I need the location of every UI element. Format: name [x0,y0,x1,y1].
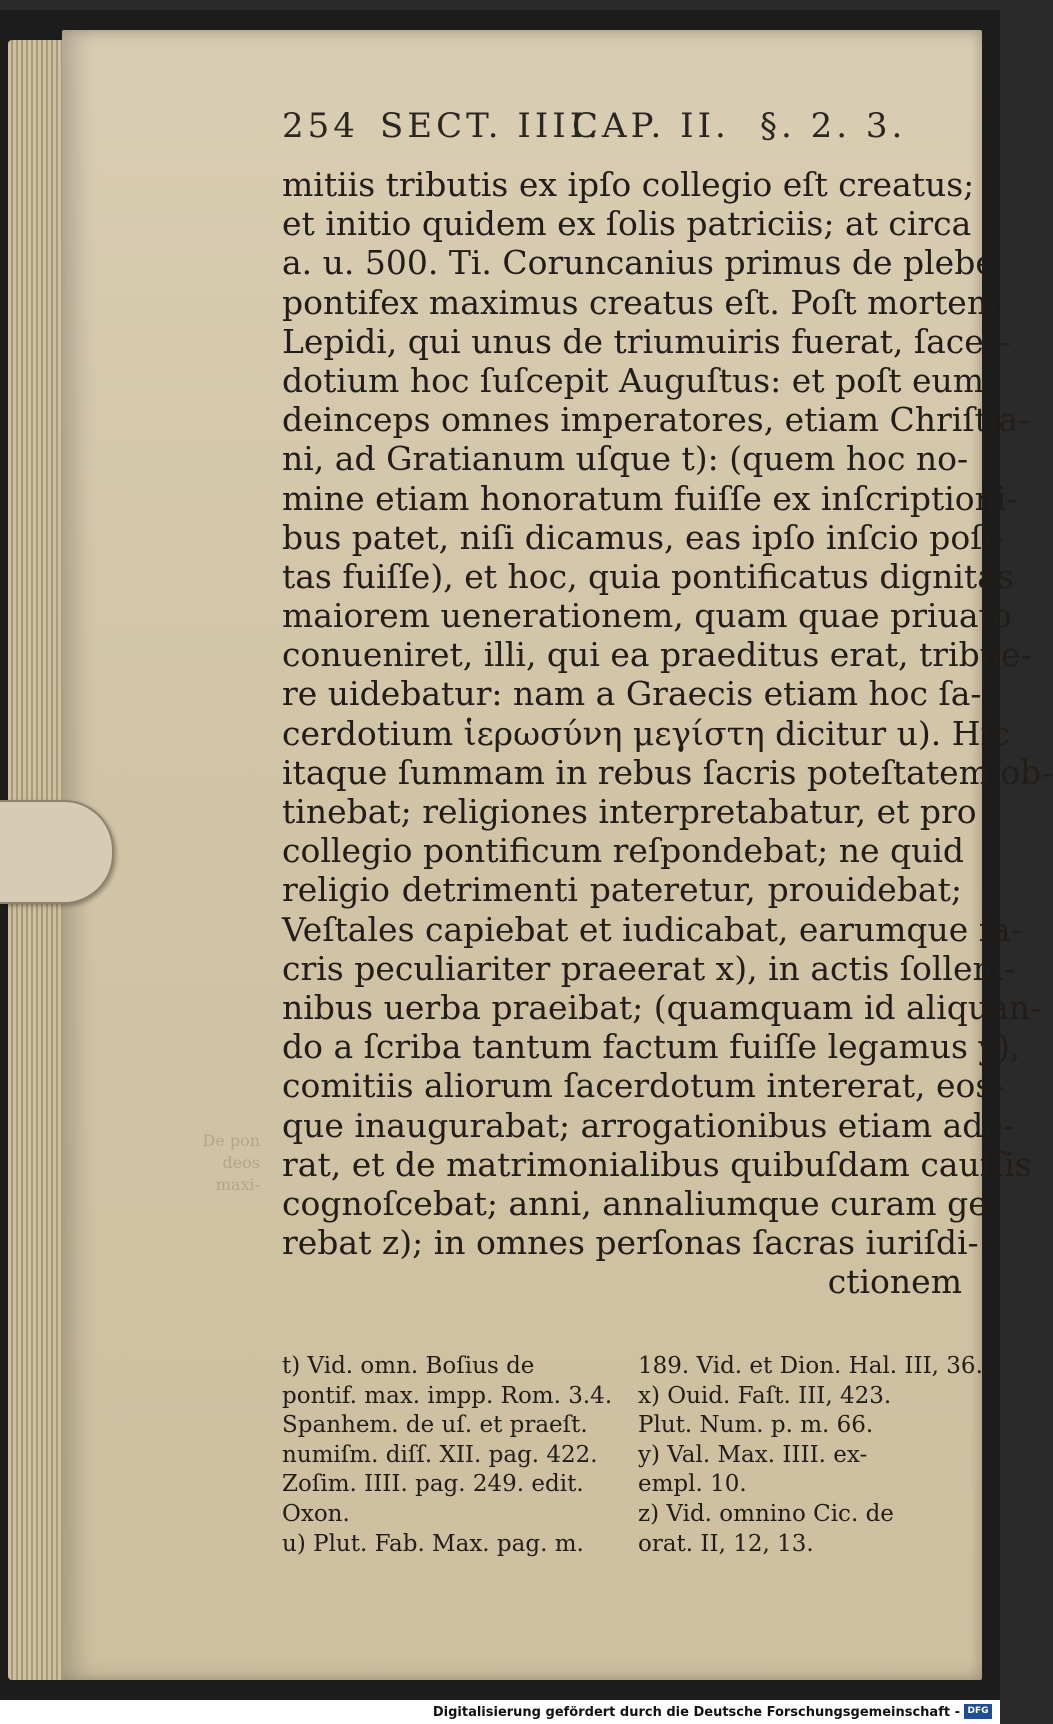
bookmark-clip [0,800,114,904]
text-line: comitiis aliorum ſacerdotum intererat, eos- [282,1066,1004,1106]
text-line: Lepidi, qui unus de triumuiris fuerat, ſacer- [282,321,1011,361]
text-line: ctionem [827,1262,962,1302]
digitization-credit: Digitalisierung gefördert durch die Deutsche Forschungsgemeinschaft - [432,1705,960,1720]
paragraph-label: §. 2. 3. [760,106,907,146]
footnote-line: u) Plut. Fab. Max. pag. m. [282,1530,584,1557]
body-text [282,165,1053,1302]
text-line: que inaugurabat; arrogationibus etiam ade- [282,1105,1015,1145]
section-label: SECT. IIII. [380,106,602,146]
bleed-line: deos [222,1153,260,1172]
text-line: itaque ſummam in rebus ſacris poteſtatem ob- [282,752,1053,792]
text-line: deinceps omnes imperatores, etiam Chriſtia- [282,400,1030,440]
text-line: tas fuiſſe), et hoc, quia pontificatus dignitas [282,556,1014,596]
text-line: collegio pontificum reſpondebat; ne quid [282,831,965,871]
text-line: mine etiam honoratum fuiſſe ex inſcriptioni- [282,478,1018,518]
footnotes-left [282,1352,612,1559]
footnote-line: Spanhem. de uſ. et praeſt. [282,1412,588,1439]
footnote-line: Plut. Num. p. m. 66. [638,1412,874,1439]
text-line: cognoſcebat; anni, annaliumque curam ge- [282,1183,999,1223]
text-line: et initio quidem ex ſolis patriciis; at circa [282,204,972,244]
text-line: a. u. 500. Ti. Coruncanius primus de plebe [282,243,995,283]
text-line: dotium hoc ſuſcepit Auguſtus: et poſt eum [282,360,985,400]
text-line: mitiis tributis ex ipſo collegio eſt creatus; [282,165,975,204]
footnote-line: t) Vid. omn. Boſius de [282,1353,535,1379]
footnote-line: y) Val. Max. IIII. ex- [638,1441,868,1468]
footnote-line: 189. Vid. et Dion. Hal. III, 36. [638,1353,983,1379]
bleed-line: De pon [202,1131,260,1150]
text-line: nibus uerba praeibat; (quamquam id aliquan- [282,987,1042,1027]
text-line: rebat z); in omnes perſonas ſacras iuriſdi- [282,1223,979,1263]
footnote-line: empl. 10. [638,1471,747,1498]
dfg-logo: DFG [964,1704,992,1719]
text-line: pontifex maximus creatus eſt. Poſt mortem [282,282,999,322]
text-line: ni, ad Gratianum uſque t): (quem hoc no- [282,439,969,479]
text-line: religio detrimenti pateretur, prouidebat; [282,870,962,910]
text-line: cerdotium ἱερωσύνη μεγίστη dicitur u). Hic [282,713,1010,753]
footnotes-right [638,1352,983,1559]
footnote-line: Zoſim. IIII. pag. 249. edit. [282,1471,584,1498]
footnote-line: x) Ouid. Faſt. III, 423. [638,1382,892,1409]
text-line: do a ſcriba tantum factum fuiſſe legamus y), [282,1027,1021,1067]
bleed-line: maxi- [215,1175,260,1194]
text-line: Veſtales capiebat et iudicabat, earumque ſa- [282,909,1022,949]
footnote-line: orat. II, 12, 13. [638,1530,814,1557]
text-line: re uidebatur: nam a Graecis etiam hoc ſa- [282,674,982,714]
chapter-label: CAP. II. [572,106,730,146]
running-head [282,106,962,156]
footnote-line: numiſm. diſſ. XII. pag. 422. [282,1441,598,1468]
bleed-through-text [170,1130,260,1196]
text-line: cris peculiariter praeerat x), in actis ſollem- [282,948,1015,988]
text-line: bus patet, niſi dicamus, eas ipſo inſcio poſi- [282,517,1005,557]
text-line: conueniret, illi, qui ea praeditus erat, tribue- [282,635,1032,675]
text-line: rat, et de matrimonialibus quibuſdam cauſſis [282,1144,1032,1184]
footnote-line: z) Vid. omnino Cic. de [638,1500,894,1527]
footnote-line: pontif. max. impp. Rom. 3.4. [282,1382,613,1409]
footnote-line: Oxon. [282,1500,350,1527]
text-line: tinebat; religiones interpretabatur, et pro [282,792,977,831]
page-number: 254 [282,106,359,146]
text-line: maiorem uenerationem, quam quae priuato [282,596,1012,636]
